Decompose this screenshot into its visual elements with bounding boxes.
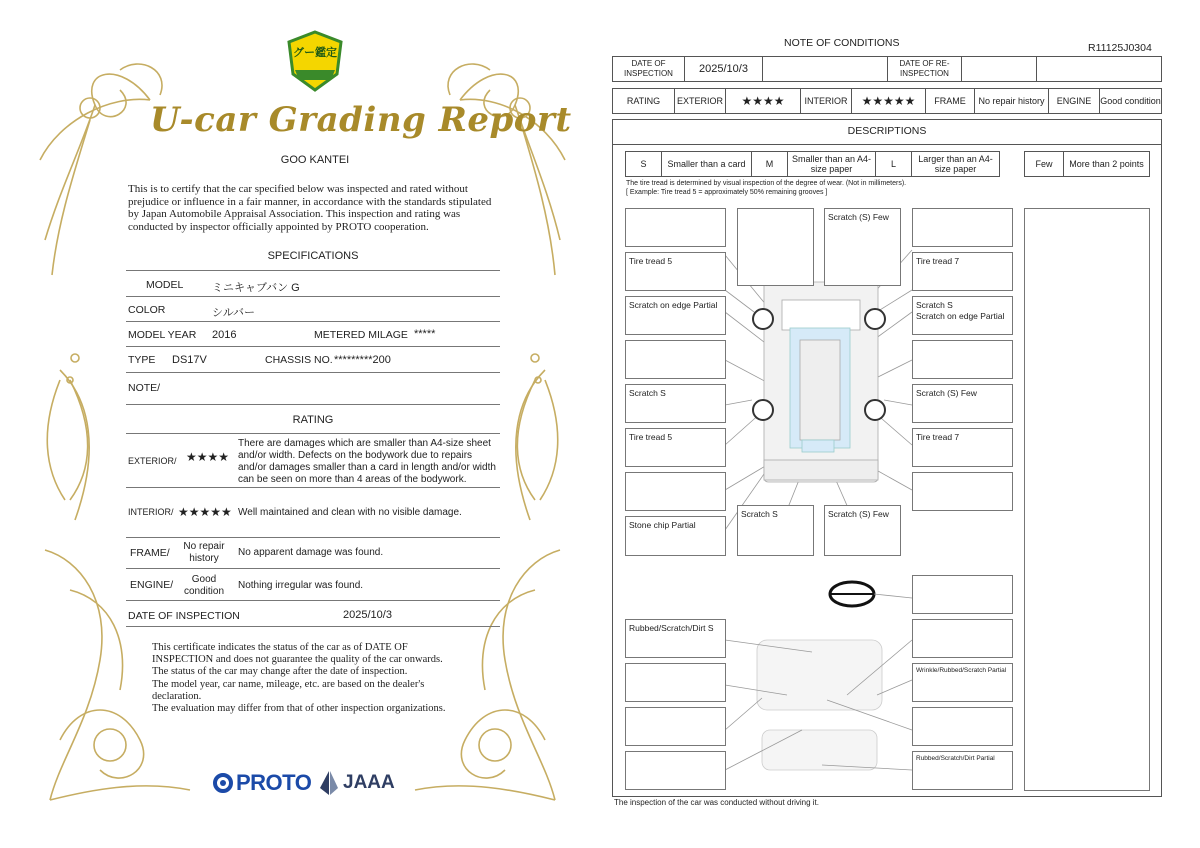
damage-box-tire-fr: Tire tread 7 — [912, 252, 1013, 291]
exterior-stars: ★★★★ — [186, 450, 230, 464]
divider — [126, 433, 500, 434]
damage-box — [625, 751, 726, 790]
damage-box — [737, 208, 814, 286]
damage-box-interior-wrinkle: Wrinkle/Rubbed/Scratch Partial — [912, 663, 1013, 702]
engine-value: Good condition — [1099, 88, 1162, 114]
frame-description: No apparent damage was found. — [238, 547, 384, 558]
damage-box-interior-rubbed: Rubbed/Scratch/Dirt S — [625, 619, 726, 658]
damage-box — [912, 340, 1013, 379]
type-label: TYPE — [128, 354, 156, 366]
divider — [126, 626, 500, 627]
empty-cell — [961, 56, 1037, 82]
logo-text: グー鑑定 — [293, 47, 337, 59]
reinspection-label: DATE OF RE-INSPECTION — [887, 56, 962, 82]
engine-value: Good condition — [183, 574, 225, 597]
exterior-description: There are damages which are smaller than A4-size sheet and/or width. Defects on the bodywork due to repairs and/or damages smaller than a card in length and/or width can be seen on more than 4 areas of the bodywork. — [238, 438, 496, 485]
damage-box-rear-scratch: Scratch S — [737, 505, 814, 556]
damage-box — [625, 472, 726, 511]
legend-m-text: Smaller than an A4-size paper — [787, 151, 876, 177]
damage-box — [625, 663, 726, 702]
descriptions-heading: DESCRIPTIONS — [847, 125, 927, 137]
empty-cell — [762, 56, 888, 82]
date-label: DATE OF INSPECTION — [128, 610, 240, 622]
divider — [126, 296, 500, 297]
certificate-intro: This is to certify that the car specified below was inspected and rated without prejudice or influence in a fair manner, in accordance with the standards stipulated by Japan Automobile Appraisal Association. This inspection and rating was conducted by inspector officially appointed by PROTO cooperation. — [128, 183, 492, 233]
interior-description: Well maintained and clean with no visible damage. — [238, 507, 462, 518]
damage-box-scratch-edge-left: Scratch on edge Partial — [625, 296, 726, 335]
footer-line: This certificate indicates the status of the car as of DATE OF — [152, 642, 408, 653]
frame-value: No repair history — [974, 88, 1049, 114]
interior-label: INTERIOR — [800, 88, 852, 114]
damage-box-tire-rl: Tire tread 5 — [625, 428, 726, 467]
damage-box — [912, 472, 1013, 511]
divider — [126, 600, 500, 601]
goo-kantei-logo — [287, 30, 343, 92]
tire-note-example: [ Example: Tire tread 5 = approximately 50% remaining grooves ] — [626, 189, 828, 196]
empty-cell — [1036, 56, 1162, 82]
model-label: MODEL — [146, 279, 184, 291]
exterior-label: EXTERIOR/ — [128, 456, 177, 466]
damage-box-interior-rubbed-partial: Rubbed/Scratch/Dirt Partial — [912, 751, 1013, 790]
model-year-label: MODEL YEAR — [128, 329, 197, 341]
interior-stars: ★★★★★ — [851, 88, 926, 114]
legend-few: Few — [1024, 151, 1064, 177]
interior-label: INTERIOR/ — [128, 507, 174, 517]
proto-logo-text: PROTO — [236, 770, 312, 795]
damage-box-scratch-edge-right: Scratch S Scratch on edge Partial — [912, 296, 1013, 335]
footer-line: INSPECTION and does not guarantee the quality of the car onwards. — [152, 654, 443, 666]
frame-value: No repair history — [183, 541, 225, 564]
divider — [126, 404, 500, 405]
footer-line: The evaluation may differ from that of other inspection organizations. — [152, 703, 446, 715]
color-label: COLOR — [128, 304, 166, 316]
bottom-note: The inspection of the car was conducted without driving it. — [614, 798, 819, 807]
model-year-value: 2016 — [212, 329, 237, 341]
chassis-label: CHASSIS NO. — [265, 354, 333, 366]
report-title: U-car Grading Report — [150, 100, 572, 140]
damage-box — [912, 707, 1013, 746]
divider — [126, 346, 500, 347]
damage-box-tire-fl: Tire tread 5 — [625, 252, 726, 291]
report-subtitle: GOO KANTEI — [280, 154, 350, 166]
specifications-heading: SPECIFICATIONS — [267, 250, 359, 262]
rating-heading: RATING — [292, 414, 334, 426]
color-value: シルバー — [212, 307, 255, 319]
model-value: ミニキャブバン G — [212, 282, 300, 294]
damage-box-rear-few: Scratch (S) Few — [824, 505, 901, 556]
footer-line: The status of the car may change after the date of inspection. — [152, 666, 408, 678]
damage-box — [625, 208, 726, 247]
engine-description: Nothing irregular was found. — [238, 580, 364, 591]
interior-stars: ★★★★★ — [178, 505, 232, 519]
certificate-footer — [152, 642, 472, 715]
legend-m: M — [751, 151, 788, 177]
divider — [126, 487, 500, 488]
engine-label: ENGINE — [1048, 88, 1100, 114]
jaaa-logo-text: JAAA — [343, 772, 395, 793]
type-value: DS17V — [172, 354, 207, 366]
rating-label: RATING — [612, 88, 675, 114]
note-label: NOTE/ — [128, 382, 161, 394]
legend-l: L — [875, 151, 912, 177]
milage-label: METERED MILAGE — [314, 329, 408, 341]
damage-box — [625, 340, 726, 379]
footer-line: The model year, car name, mileage, etc. are based on the dealer's — [152, 678, 425, 690]
date-of-inspection-value: 2025/10/3 — [684, 56, 763, 82]
frame-label: FRAME/ — [130, 547, 170, 559]
damage-box-stone-chip: Stone chip Partial — [625, 516, 726, 556]
legend-l-text: Larger than an A4-size paper — [911, 151, 1000, 177]
legend-few-text: More than 2 points — [1063, 151, 1150, 177]
date-value: 2025/10/3 — [343, 609, 392, 621]
divider — [126, 321, 500, 322]
damage-box-top-mid: Scratch (S) Few — [824, 208, 901, 286]
damage-box — [912, 575, 1013, 614]
sheet-title: NOTE OF CONDITIONS — [784, 37, 900, 49]
damage-box — [912, 208, 1013, 247]
divider — [126, 270, 500, 271]
damage-box-scratch-right: Scratch (S) Few — [912, 384, 1013, 423]
exterior-stars: ★★★★ — [725, 88, 801, 114]
exterior-label: EXTERIOR — [674, 88, 726, 114]
date-of-inspection-label: DATE OF INSPECTION — [612, 56, 685, 82]
divider — [126, 568, 500, 569]
divider — [126, 372, 500, 373]
divider — [612, 144, 1162, 145]
frame-label: FRAME — [925, 88, 975, 114]
footer-line: declaration. — [152, 690, 202, 702]
damage-box-scratch-left: Scratch S — [625, 384, 726, 423]
damage-box — [625, 707, 726, 746]
legend-s-text: Smaller than a card — [661, 151, 752, 177]
damage-box-tire-rr: Tire tread 7 — [912, 428, 1013, 467]
chassis-value: *********200 — [334, 354, 391, 366]
engine-label: ENGINE/ — [130, 579, 174, 591]
jaaa-logo — [318, 770, 395, 796]
tire-note: The tire tread is determined by visual inspection of the degree of wear. (Not in millimeters). — [626, 180, 907, 187]
proto-logo — [212, 770, 311, 796]
milage-value: ***** — [414, 328, 436, 340]
sheet-reference: R11125J0304 — [1088, 42, 1152, 54]
damage-box — [912, 619, 1013, 658]
divider — [126, 537, 500, 538]
legend-s: S — [625, 151, 662, 177]
